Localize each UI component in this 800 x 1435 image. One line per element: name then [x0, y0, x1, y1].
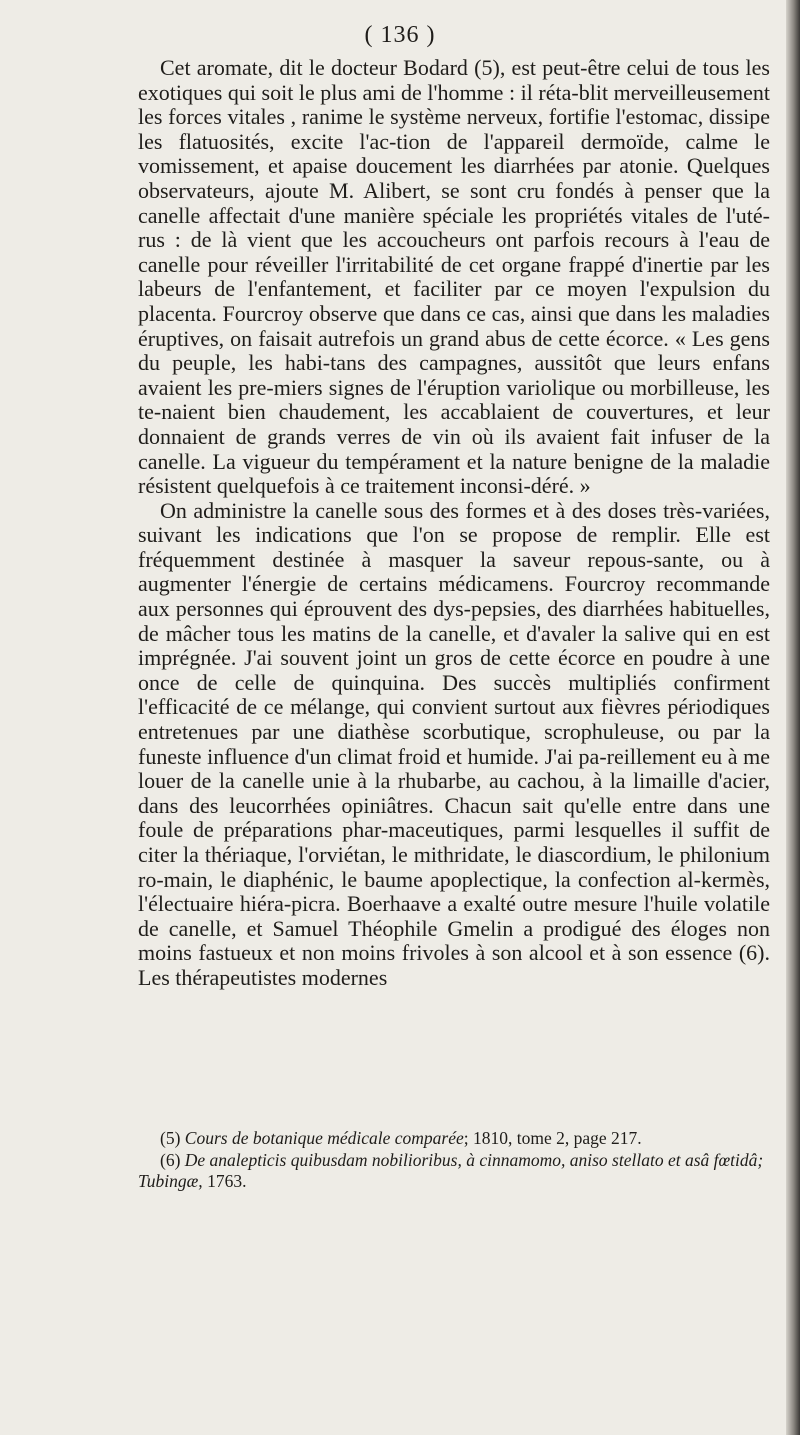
paragraph-2: On administre la canelle sous des formes et à des doses très-variées, suivant les indications que l'on se propose de remplir. Elle est fréquemment destinée à masquer la saveur repous-sante, ou à augmenter l'énergie de certains médicamens. Fourcroy recommande aux personnes qui éprouvent des dys-pepsies, des diarrhées habituelles, de mâcher tous les matins de la canelle, et d'avaler la salive qui en est imprégnée. J'ai souvent joint un gros de cette écorce en poudre à une once de celle de quinquina. Des succès multipliés confirment l'efficacité de ce mélange, qui convient surtout aux fièvres périodiques entretenues par une diathèse scorbutique, scrophuleuse, ou par la funeste influence d'un climat froid et humide. J'ai pa-reillement eu à me louer de la canelle unie à la rhubarbe, au cachou, à la limaille d'acier, dans des leucorrhées opiniâtres. Chacun sait qu'elle entre dans une foule de préparations phar-maceutiques, parmi lesquelles il suffit de citer la thériaque, l'orviétan, le mithridate, le diascordium, le philonium ro-main, le diaphénic, le baume apoplectique, la confection al-kermès, l'électuaire hiéra-picra. Boerhaave a exalté outre mesure l'huile volatile de canelle, et Samuel Théophile Gmelin a prodigué des éloges non moins fastueux et non moins frivoles à son alcool et à son essence (6). Les thérapeutistes modernes	[138, 497, 770, 990]
footnote-citation: ; 1810, tome 2, page 217.	[463, 1128, 642, 1148]
footnote-title: De analepticis quibusdam nobilioribus, à cinnamomo, aniso stellato et asâ fœtidâ; Tubingæ,	[138, 1149, 764, 1191]
page-edge-shadow	[786, 0, 800, 1435]
footnote-6	[138, 1150, 770, 1193]
page-number: ( 136 )	[364, 22, 436, 48]
footnote-marker: (5)	[160, 1128, 181, 1148]
footnote-marker: (6)	[160, 1149, 181, 1170]
footnote-title: Cours de botanique médicale comparée	[184, 1128, 464, 1148]
footnote-5	[138, 1128, 770, 1150]
footnote-citation: 1763.	[202, 1171, 247, 1191]
main-text	[138, 56, 770, 991]
paragraph-1: Cet aromate, dit le docteur Bodard (5), est peut-être celui de tous les exotiques qui soit le plus ami de l'homme : il réta-blit merveilleusement les forces vitales , ranime le système nerveux, fortifie l'estomac, dissipe les flatuosités, excite l'ac-tion de l'appareil dermoïde, calme le vomissement, et apaise doucement les diarrhées par atonie. Quelques observateurs, ajoute M. Alibert, se sont cru fondés à penser que la canelle affectait d'une manière spéciale les propriétés vitales de l'uté-rus : de là vient que les accoucheurs ont parfois recours à l'eau de canelle pour réveiller l'irritabilité de cet organe frappé d'inertie par les labeurs de l'enfantement, et faciliter par ce moyen l'expulsion du placenta. Fourcroy observe que dans ce cas, ainsi que dans les maladies éruptives, on faisait autrefois un grand abus de cette écorce. « Les gens du peuple, les habi-tans des campagnes, aussitôt que leurs enfans avaient les pre-miers signes de l'éruption variolique ou morbilleuse, les te-naient bien chaudement, les accablaient de couvertures, et leur donnaient de grands verres de vin où ils avaient fait infuser de la canelle. La vigueur du tempérament et la nature benigne de la maladie résistent quelquefois à ce traitement inconsi-déré. »	[138, 55, 770, 499]
footnotes	[138, 1128, 770, 1193]
